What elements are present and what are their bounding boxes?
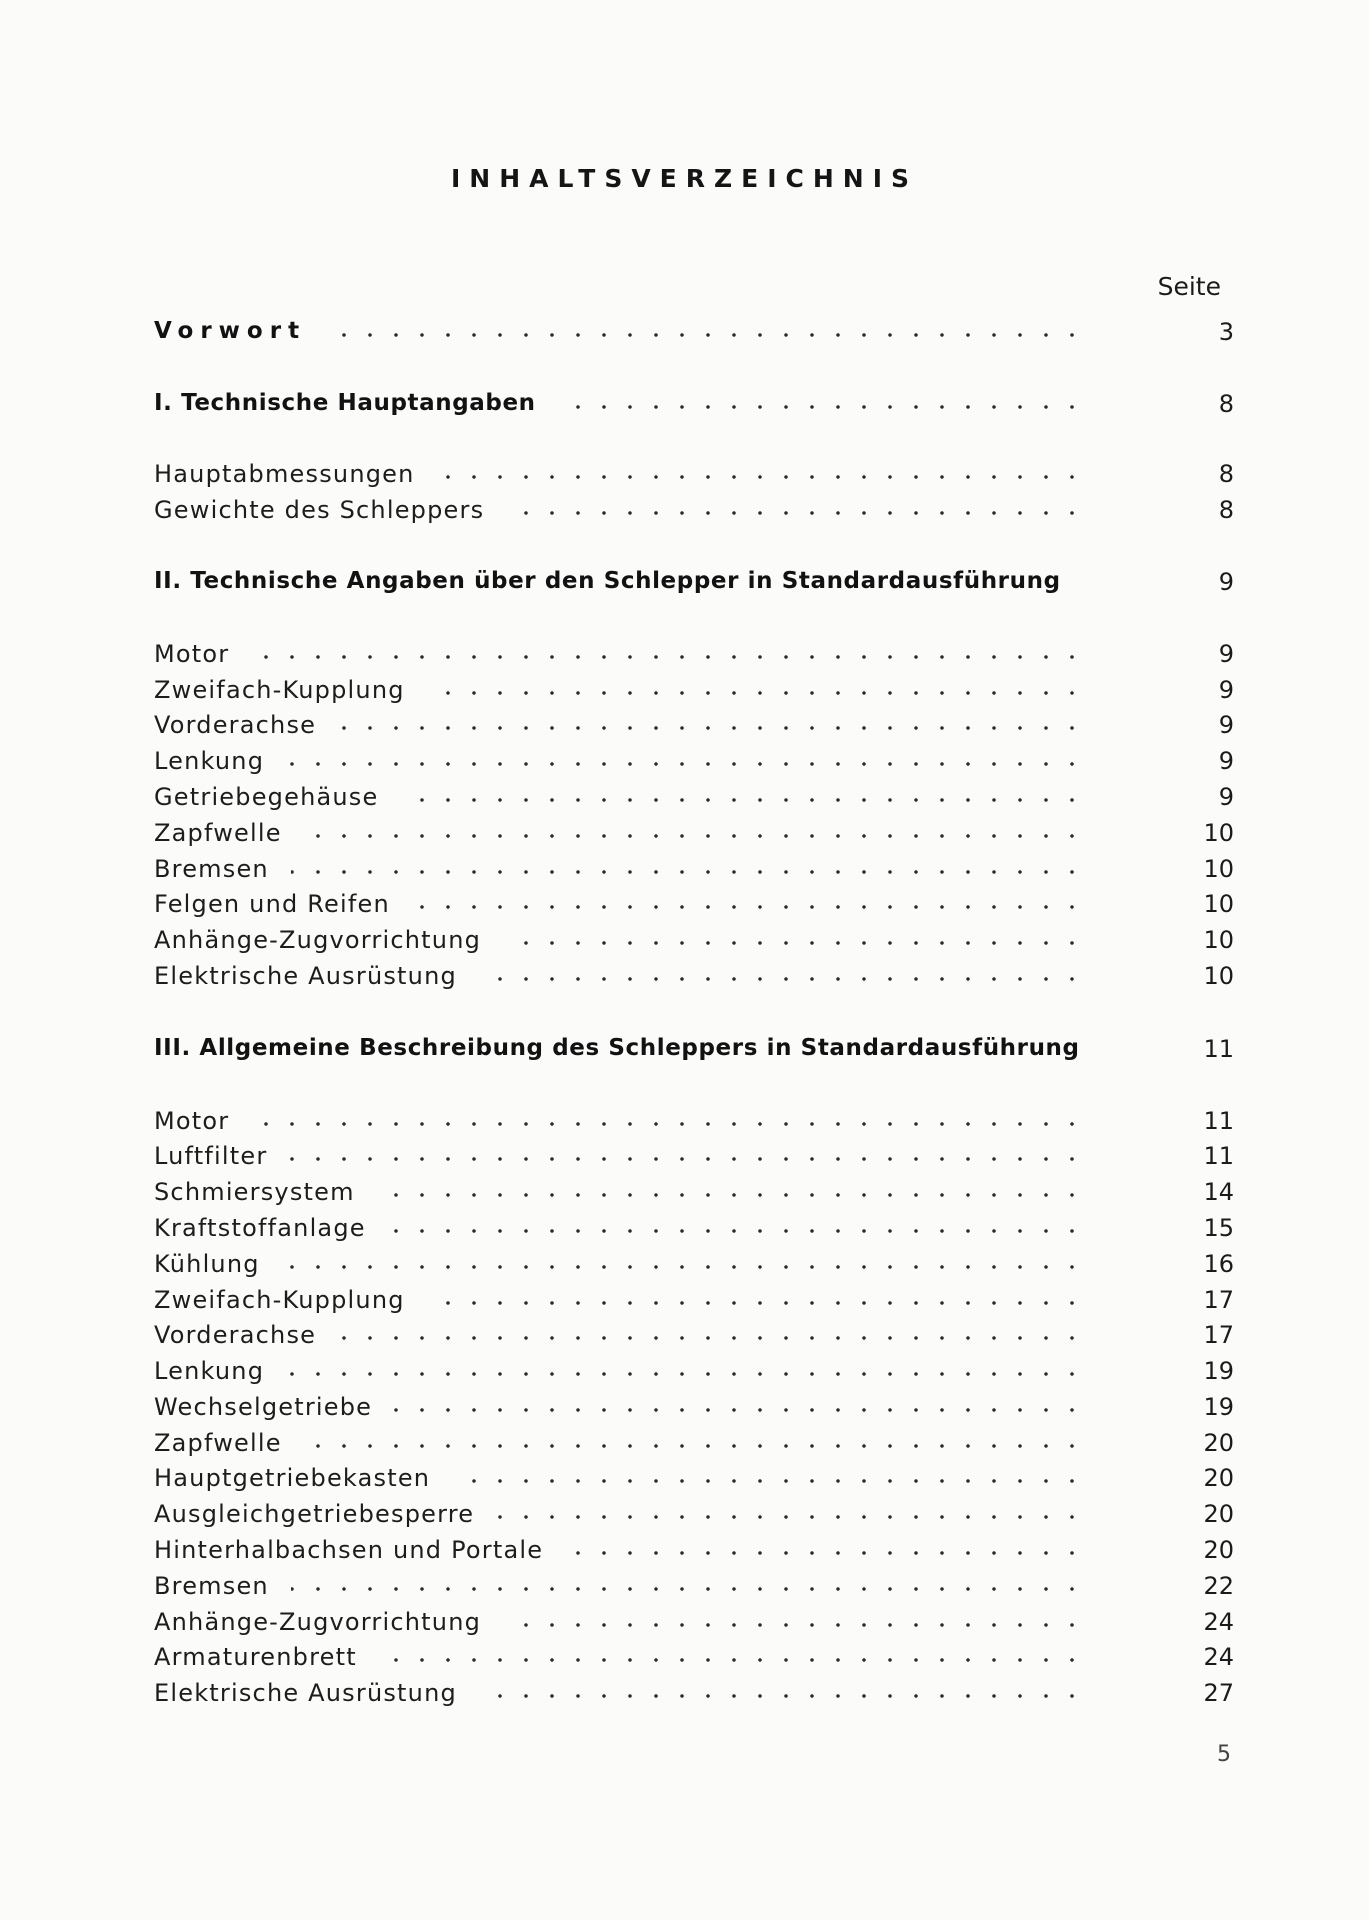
toc-section-heading [154,318,1234,352]
toc-section-heading [154,568,1234,602]
toc-entry [154,1643,1234,1677]
leader-dots [377,1192,1085,1198]
toc-entry-label: Elektrische Ausrüstung [154,1679,457,1707]
toc-entry-label: Hauptgetriebekasten [154,1464,431,1492]
toc-entry-label: Lenkung [154,747,265,775]
toc-entry-label: Armaturenbrett [154,1643,357,1671]
toc-entry [154,819,1234,853]
leader-dots [479,1693,1085,1699]
page-number: 5 [1217,1742,1231,1767]
toc-entry [154,855,1234,889]
leader-dots [565,1550,1085,1556]
leader-dots [400,797,1085,803]
toc-entry [154,890,1234,924]
leader-dots [328,332,1085,338]
toc-entry-page-number: 11 [1203,1035,1234,1063]
leader-dots [412,904,1085,910]
toc-entry [154,1286,1234,1320]
leader-dots [427,690,1085,696]
leader-dots [251,1121,1085,1127]
leader-dots [286,761,1085,767]
leader-dots [479,976,1085,982]
toc-entry-page-number: 20 [1203,1536,1234,1564]
toc-entry-label: Bremsen [154,855,269,883]
toc-entry-page-number: 10 [1203,962,1234,990]
toc-entry-label: Motor [154,640,230,668]
toc-entry-page-number: 15 [1203,1214,1234,1242]
toc-entry-label: Anhänge-Zugvorrichtung [154,1608,482,1636]
toc-entry-label: Ausgleichgetriebesperre [154,1500,475,1528]
toc-entry-label: Bremsen [154,1572,269,1600]
toc-entry-page-number: 10 [1203,926,1234,954]
toc-entry-page-number: 27 [1203,1679,1234,1707]
toc-entry-label: Wechselgetriebe [154,1393,373,1421]
toc-entry-label: Lenkung [154,1357,265,1385]
toc-entry-page-number: 8 [1218,390,1234,418]
toc-entry [154,1357,1234,1391]
toc-entry [154,1608,1234,1642]
toc-entry-page-number: 20 [1203,1429,1234,1457]
toc-entry-label: Zapfwelle [154,819,282,847]
toc-entry-page-number: 10 [1203,890,1234,918]
toc-entry [154,1178,1234,1212]
leader-dots [291,869,1085,875]
leader-dots [291,1586,1085,1592]
toc-entry [154,711,1234,745]
toc-entry [154,747,1234,781]
toc-entry-page-number: 20 [1203,1500,1234,1528]
toc-entry-page-number: 11 [1203,1107,1234,1135]
toc-entry-page-number: 9 [1218,711,1234,739]
leader-dots [388,1228,1085,1234]
toc-entry-page-number: 19 [1203,1357,1234,1385]
toc-entry-page-number: 8 [1218,460,1234,488]
toc-entry [154,1393,1234,1427]
leader-dots [394,1407,1085,1413]
leader-dots [251,654,1085,660]
leader-dots [286,1371,1085,1377]
toc-entry [154,1429,1234,1463]
toc-entry-label: Vorderachse [154,711,317,739]
leader-dots [289,1156,1085,1162]
toc-entry-label: Zweifach-Kupplung [154,1286,405,1314]
leader-dots [452,1478,1085,1484]
toc-entry-label: Hauptabmessungen [154,460,415,488]
leader-dots [437,474,1085,480]
toc-entry-label: Anhänge-Zugvorrichtung [154,926,482,954]
toc-entry [154,1142,1234,1176]
toc-entry [154,783,1234,817]
leader-dots [558,404,1085,410]
toc-entry-page-number: 22 [1203,1572,1234,1600]
toc-entry [154,676,1234,710]
toc-entry [154,1107,1234,1141]
toc-entry-page-number: 9 [1218,676,1234,704]
toc-section-heading [154,1035,1234,1069]
toc-entry-label: Luftfilter [154,1142,268,1170]
leader-dots [496,1514,1085,1520]
toc-entry [154,1572,1234,1606]
leader-dots [338,725,1085,731]
page-column-header: Seite [1157,272,1221,301]
toc-entry-label: Schmiersystem [154,1178,355,1206]
toc-entry-label: Getriebegehäuse [154,783,379,811]
leader-dots [506,510,1085,516]
toc-entry-page-number: 10 [1203,819,1234,847]
toc-entry [154,1250,1234,1284]
toc-entry-label: Vorderachse [154,1321,317,1349]
toc-entry [154,1500,1234,1534]
toc-entry-label: III. Allgemeine Beschreibung des Schleppers in Standardausführung [154,1035,1080,1061]
toc-entry [154,1464,1234,1498]
toc-entry-page-number: 16 [1203,1250,1234,1278]
toc-section-heading [154,390,1234,424]
toc-entry [154,460,1234,494]
toc-entry-page-number: 8 [1218,496,1234,524]
page-title: INHALTSVERZEICHNIS [450,164,919,193]
toc-entry-label: Kühlung [154,1250,260,1278]
leader-dots [427,1300,1085,1306]
toc-entry-page-number: 9 [1218,568,1234,596]
toc-entry-page-number: 19 [1203,1393,1234,1421]
toc-entry-page-number: 14 [1203,1178,1234,1206]
toc-entry [154,1214,1234,1248]
toc-entry-page-number: 11 [1203,1142,1234,1170]
leader-dots [503,940,1085,946]
toc-entry-label: Vorwort [154,318,307,344]
leader-dots [503,1622,1085,1628]
toc-entry-page-number: 10 [1203,855,1234,883]
leader-dots [304,833,1085,839]
toc-entry [154,1679,1234,1713]
leader-dots [282,1264,1085,1270]
toc-entry-label: Hinterhalbachsen und Portale [154,1536,544,1564]
toc-entry-page-number: 3 [1218,318,1234,346]
toc-entry-label: II. Technische Angaben über den Schlepper in Standardausführung [154,568,1061,594]
toc-entry-label: Kraftstoffanlage [154,1214,366,1242]
leader-dots [379,1657,1085,1663]
toc-entry-label: I. Technische Hauptangaben [154,390,536,416]
toc-entry-label: Elektrische Ausrüstung [154,962,457,990]
toc-entry-page-number: 24 [1203,1608,1234,1636]
toc-entry-page-number: 9 [1218,783,1234,811]
toc-entry [154,926,1234,960]
toc-entry-label: Gewichte des Schleppers [154,496,485,524]
leader-dots [1083,582,1085,588]
toc-entry-page-number: 20 [1203,1464,1234,1492]
toc-entry-page-number: 17 [1203,1321,1234,1349]
toc-entry [154,1321,1234,1355]
toc-entry-label: Motor [154,1107,230,1135]
toc-entry-page-number: 17 [1203,1286,1234,1314]
toc-entry [154,640,1234,674]
toc-entry-page-number: 24 [1203,1643,1234,1671]
toc-entry-label: Felgen und Reifen [154,890,390,918]
toc-entry-label: Zweifach-Kupplung [154,676,405,704]
toc-entry-page-number: 9 [1218,747,1234,775]
toc-entry [154,1536,1234,1570]
toc-entry-label: Zapfwelle [154,1429,282,1457]
toc-entry-page-number: 9 [1218,640,1234,668]
leader-dots [304,1443,1085,1449]
toc-entry [154,962,1234,996]
toc-entry [154,496,1234,530]
leader-dots [338,1335,1085,1341]
